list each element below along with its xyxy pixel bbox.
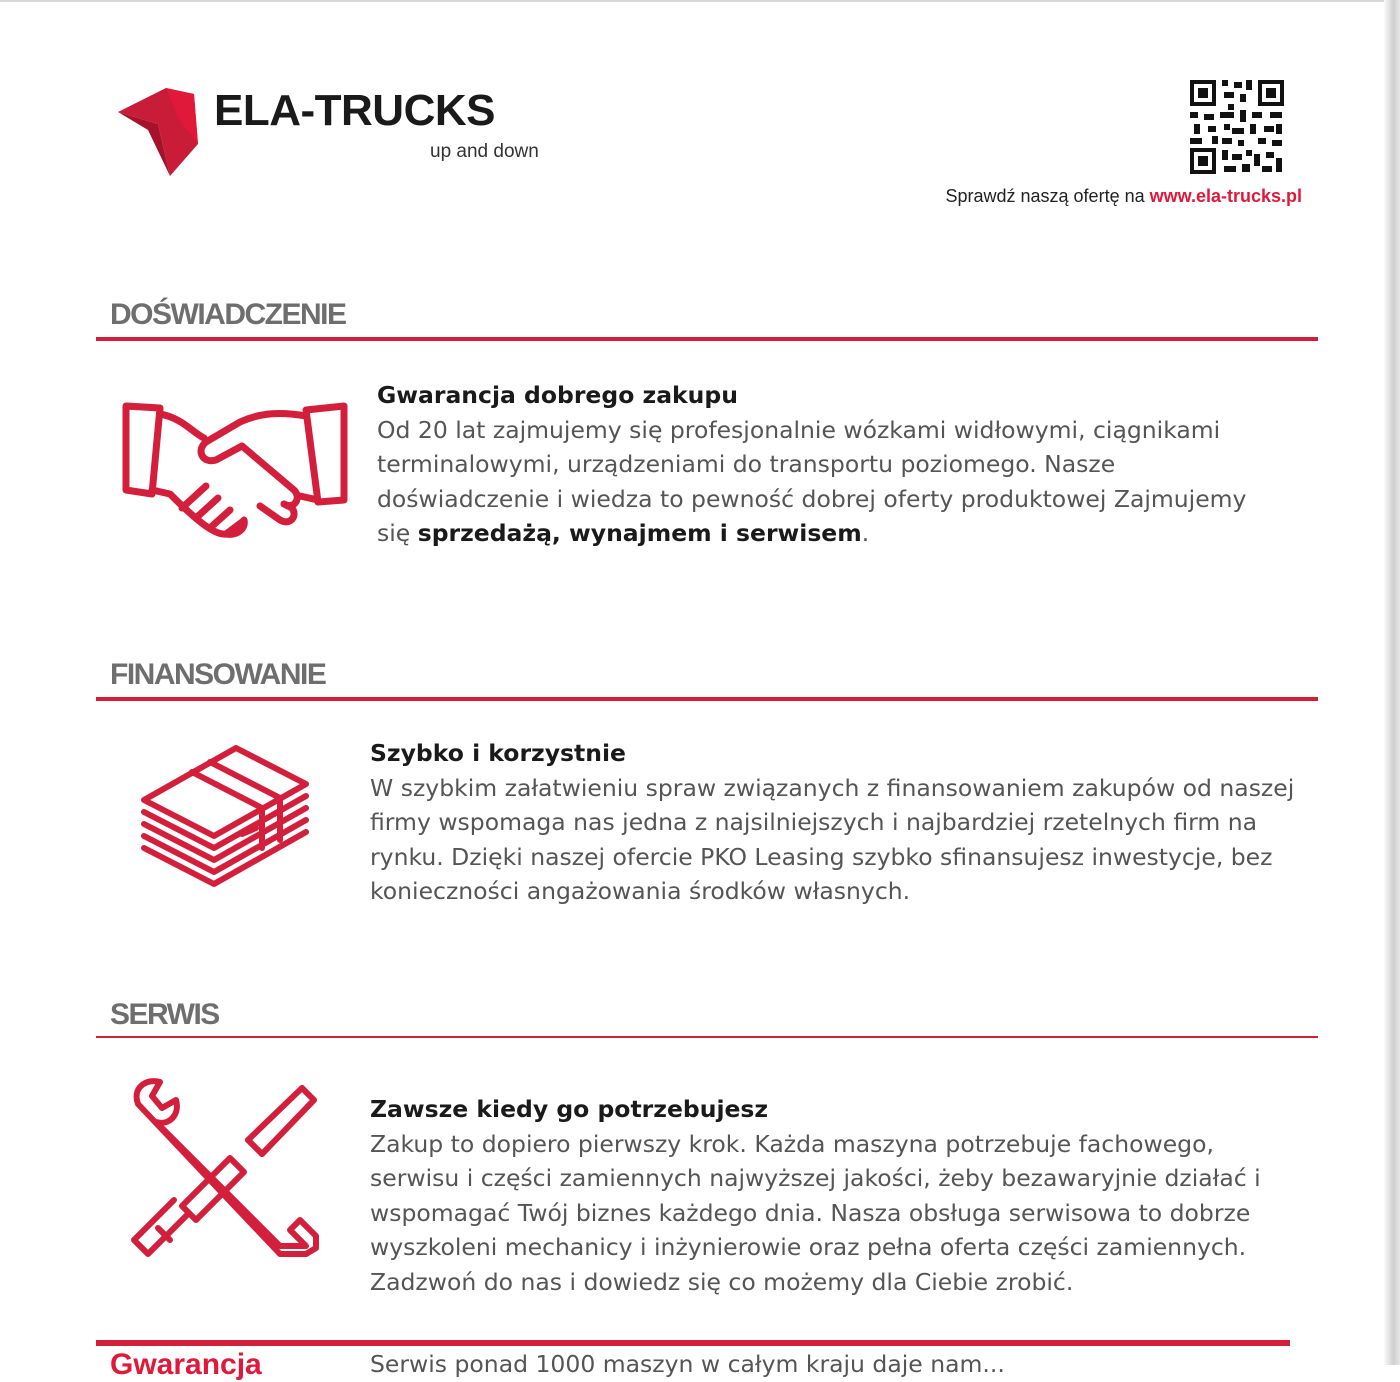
section-title-service: SERWIS [110,998,219,1031]
wrench-screwdriver-icon [130,1078,320,1262]
qr-code-icon [1188,78,1286,176]
section-paragraph: W szybkim załatwieniu spraw związanych z finansowaniem zakupów od naszej firmy wspomaga nas jedna z najsilniejszych i najbardziej rzetelnych firm na rynku. Dzięki naszej ofercie PKO Leasing szybko sfinansujesz inwestycje, bez konieczności angażowania środków własnych. [370,773,1295,905]
offer-line [945,186,1302,207]
section-divider-bottom [96,1340,1290,1346]
section-body-warranty: Serwis ponad 1000 maszyn w całym kraju daje nam... [370,1350,1005,1378]
page-top-border [0,0,1390,2]
money-stack-icon [140,744,310,898]
handshake-icon [122,398,348,548]
paragraph-end: . [861,519,870,547]
section-body-service [370,1092,1300,1299]
logo-mark-icon [118,84,208,180]
paragraph-text: Od 20 lat zajmujemy się profesjonalnie wózkami widłowymi, ciągnikami terminalowymi, urządzeniami do transportu poziomego. Nasze doświadczenie i wiedza to pewność dobrej oferty produktowej Zajmujemy się [377,415,1247,547]
brand-tagline: up and down [430,141,539,162]
section-title-experience: DOŚWIADCZENIE [110,298,346,331]
section-heading: Zawsze kiedy go potrzebujesz [370,1095,769,1123]
website-link[interactable]: www.ela-trucks.pl [1149,186,1302,206]
section-heading: Szybko i korzystnie [370,739,626,767]
section-title-financing: FINANSOWANIE [110,658,326,691]
section-divider [96,337,1318,341]
section-title-warranty: Gwarancja [110,1348,262,1381]
section-divider [96,697,1318,701]
ela-trucks-logo [118,84,568,184]
section-paragraph [377,413,1277,551]
offer-prefix: Sprawdź naszą ofertę na [945,186,1150,206]
paragraph-emphasis: sprzedażą, wynajmem i serwisem [417,519,862,547]
section-paragraph: Zakup to dopiero pierwszy krok. Każda maszyna potrzebuje fachowego, serwisu i części zamiennych najwyższej jakości, żeby bezawaryjnie działać i wspomagać Twój biznes każdego dnia. Nasza obsługa serwisowa to dobrze wyszkoleni mechanicy i inżynierowie oraz pełna oferta części zamiennych. Zadzwoń do nas i dowiedz się co możemy dla Ciebie zrobić. [370,1129,1261,1296]
section-heading: Gwarancja dobrego zakupu [377,381,738,409]
section-divider [96,1036,1318,1038]
brand-name: ELA-TRUCKS [214,86,495,135]
page-right-edge [1384,0,1400,1365]
section-body-financing [370,736,1300,909]
section-body-experience [377,378,1277,551]
